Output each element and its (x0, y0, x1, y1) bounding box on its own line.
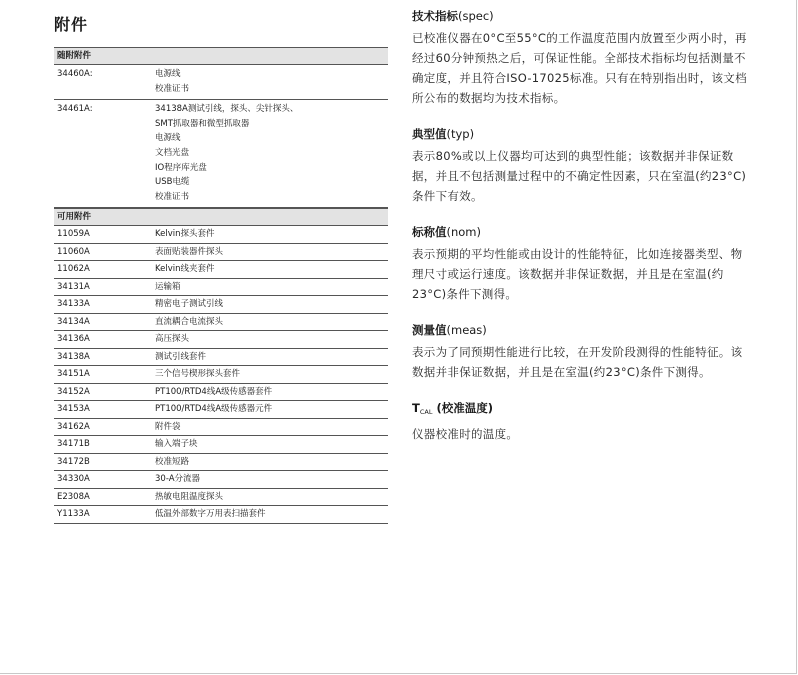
accessory-description: 表面贴装器件探头 (155, 246, 224, 257)
accessory-description: 直流耦合电流探头 (155, 316, 224, 327)
model-code: 11060A (57, 246, 90, 257)
supplied-accessories-header: 随附附件 (54, 47, 388, 65)
definition-title: 测量值(meas) (412, 323, 487, 337)
accessory-description: 低温外部数字万用表扫描套件 (155, 509, 266, 520)
table-row (54, 349, 388, 367)
accessory-description: 测试引线套件 (155, 351, 207, 362)
definition-title: 标称值(nom) (412, 225, 481, 239)
model-code: E2308A (57, 491, 90, 502)
definition-spec (412, 6, 752, 108)
table-row (54, 279, 388, 297)
model-code: 34330A (57, 474, 90, 485)
model-code: 34172B (57, 456, 90, 467)
definition-body: 表示80%或以上仪器均可达到的典型性能；该数据并非保证数据，并且不包括测量过程中的不确定性因素，只在室温(约23°C)条件下有效。 (412, 149, 747, 203)
model-code: 34461A: (57, 104, 93, 115)
accessory-description: 热敏电阻温度探头 (155, 491, 224, 502)
model-code: 34153A (57, 404, 90, 415)
optional-accessories-table (54, 226, 388, 524)
definition-tcal (412, 398, 752, 444)
model-code: 34460A: (57, 69, 93, 79)
definition-title: 典型值(typ) (412, 127, 475, 141)
model-code: 34151A (57, 369, 90, 380)
supplied-item: 电源线 (155, 69, 181, 79)
definition-body: 仪器校准时的温度。 (412, 427, 519, 441)
model-code: 34136A (57, 334, 90, 345)
supplied-group (54, 65, 388, 100)
accessory-description: 高压探头 (155, 334, 190, 345)
table-row (54, 366, 388, 384)
supplied-item: USB电缆 (155, 177, 190, 188)
accessory-description: 运输箱 (155, 281, 181, 292)
supplied-item: 34138A测试引线，探头、尖针探头、 (155, 104, 299, 115)
model-code: 34134A (57, 316, 90, 327)
supplied-item: 校准证书 (155, 191, 190, 202)
page-title: 附件 (54, 15, 89, 34)
accessory-description: 三个信号楔形探头套件 (155, 369, 241, 380)
model-code: 34138A (57, 351, 90, 362)
table-row (54, 331, 388, 349)
table-row (54, 419, 388, 437)
model-code: 11062A (57, 264, 90, 275)
definition-typ (412, 124, 752, 206)
model-code: Y1133A (57, 509, 90, 520)
table-row (54, 471, 388, 489)
supplied-item: 校准证书 (155, 83, 190, 94)
accessory-description: PT100/RTD4线A级传感器元件 (155, 404, 273, 415)
definition-meas (412, 320, 752, 382)
accessory-description: 精密电子测试引线 (155, 299, 224, 310)
accessory-description: 输入端子块 (155, 439, 198, 450)
accessory-description: 校准短路 (155, 456, 190, 467)
supplied-item: 文档光盘 (155, 147, 190, 158)
accessory-description: Kelvin线夹套件 (155, 264, 215, 275)
model-code: 11059A (57, 229, 90, 240)
table-row (54, 261, 388, 279)
model-code: 34171B (57, 439, 90, 450)
accessory-description: 30-A分流器 (155, 474, 201, 485)
definition-body: 表示预期的平均性能或由设计的性能特征，比如连接器类型、物理尺寸或运行速度。该数据并非保证数据，并且是在室温(约23°C)条件下测得。 (412, 247, 743, 301)
table-row (54, 401, 388, 419)
table-row (54, 244, 388, 262)
definition-body: 已校准仪器在0°C至55°C的工作温度范围内放置至少两小时，再经过60分钟预热之后，可保证性能。全部技术指标均包括测量不确定度，并且符合ISO-17025标准。只有在特别指出时，该文档所公布的数据均为技术指标。 (412, 31, 747, 105)
model-code: 34131A (57, 281, 90, 292)
table-row (54, 226, 388, 244)
definition-title: 技术指标(spec) (412, 9, 494, 23)
table-row (54, 454, 388, 472)
table-row (54, 314, 388, 332)
supplied-accessories-list (54, 65, 388, 208)
supplied-item: IO程序库光盘 (155, 162, 207, 173)
supplied-group (54, 100, 388, 208)
table-row (54, 296, 388, 314)
optional-accessories-header: 可用附件 (54, 208, 388, 226)
model-code: 34133A (57, 299, 90, 310)
definition-title: TCAL (校准温度) (412, 401, 493, 416)
model-code: 34162A (57, 421, 90, 432)
accessory-description: Kelvin探头套件 (155, 229, 215, 240)
supplied-item: 电源线 (155, 133, 181, 144)
table-row (54, 489, 388, 507)
accessories-column (54, 12, 388, 524)
definition-nom (412, 222, 752, 304)
accessory-description: 附件袋 (155, 421, 181, 432)
definitions-column (412, 6, 752, 460)
definition-body: 表示为了同预期性能进行比较，在开发阶段测得的性能特征。该数据并非保证数据，并且是在室温(约23°C)条件下测得。 (412, 345, 743, 379)
supplied-item: SMT抓取器和微型抓取器 (155, 118, 250, 129)
table-row (54, 506, 388, 524)
table-row (54, 384, 388, 402)
accessory-description: PT100/RTD4线A级传感器套件 (155, 386, 273, 397)
table-row (54, 436, 388, 454)
model-code: 34152A (57, 386, 90, 397)
